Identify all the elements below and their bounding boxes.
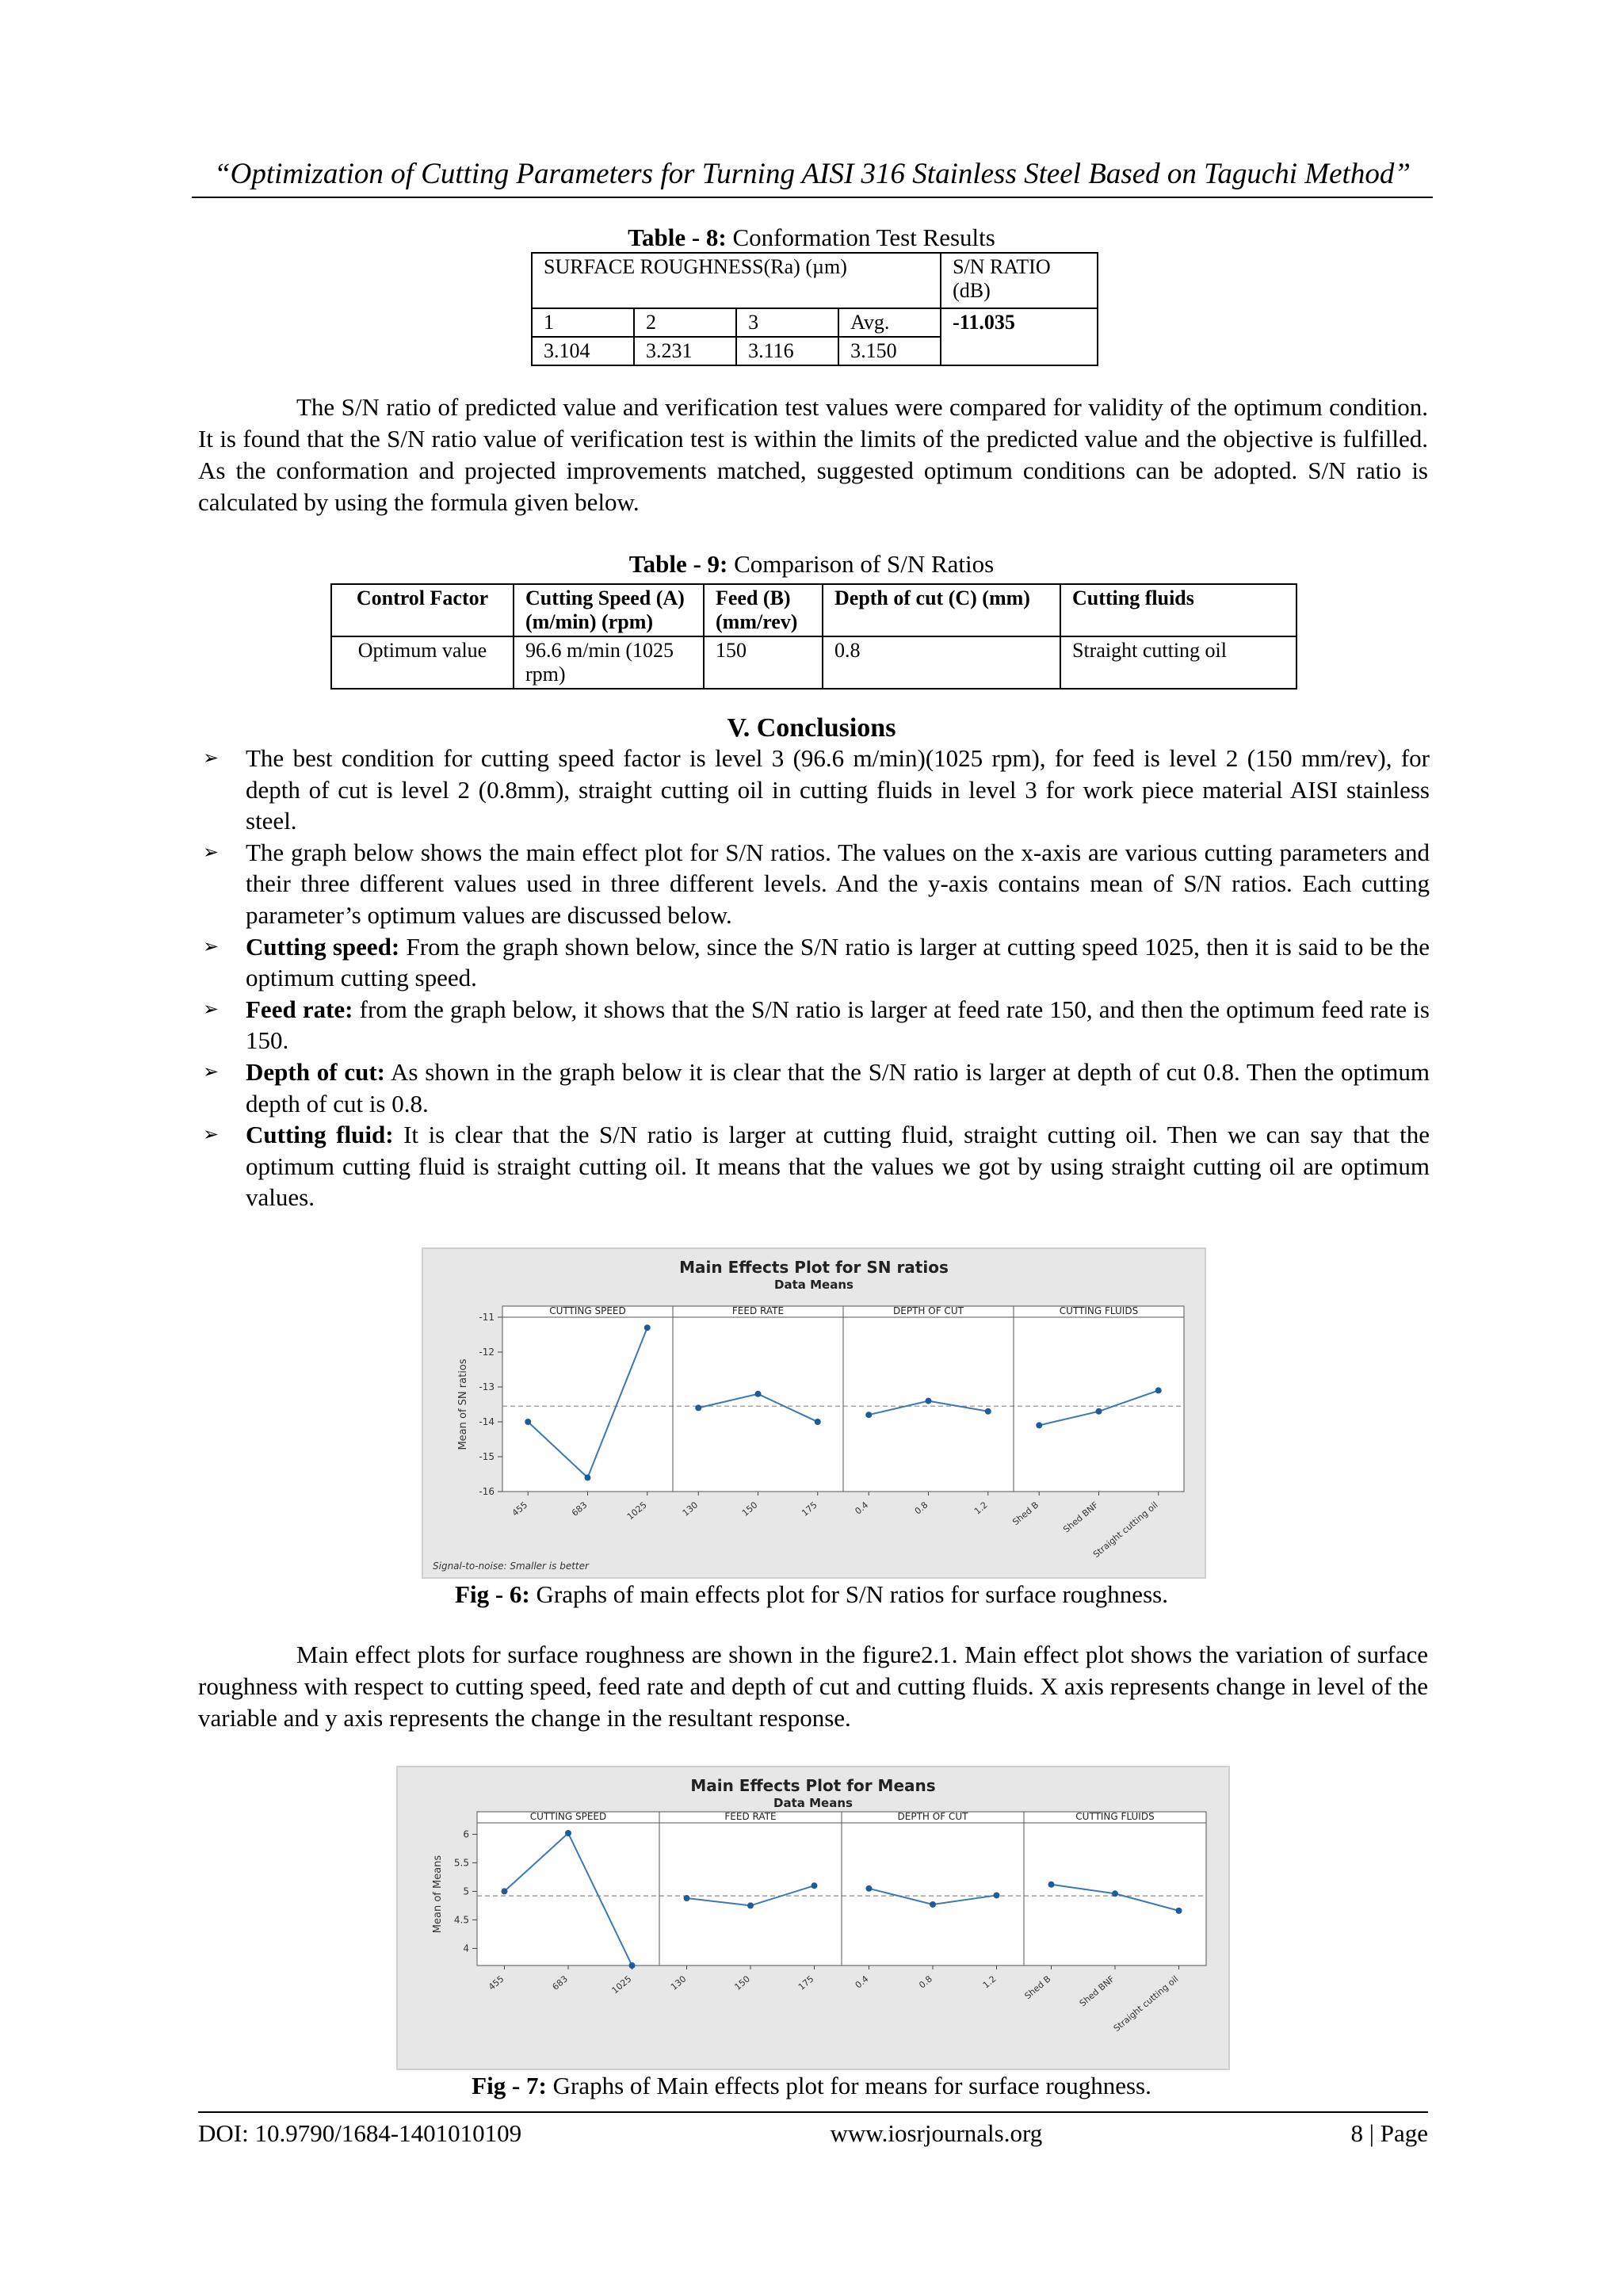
table9-caption xyxy=(0,548,1623,580)
x-tick-label: 130 xyxy=(680,1499,701,1519)
data-point xyxy=(926,1398,932,1404)
table8-value-cell: 3.116 xyxy=(736,337,838,365)
y-tick-label: -15 xyxy=(479,1451,495,1462)
bullet-label: Depth of cut: xyxy=(246,1057,385,1086)
table8-caption xyxy=(0,222,1623,254)
data-point xyxy=(1155,1387,1162,1393)
panel-label: FEED RATE xyxy=(724,1811,777,1822)
table9-value-cell: 150 xyxy=(704,636,823,689)
bullet-text: The graph below shows the main effect plot for S/N ratios. The values on the x-axis are various cutting parameters and their three different values used in three different levels. And the y-axis contains mean of S/N ratios. Each cutting parameter’s optimum values are discussed below. xyxy=(246,838,1430,929)
x-tick-label: 455 xyxy=(486,1973,506,1992)
means-chart xyxy=(398,1767,1228,2069)
fig7-caption xyxy=(0,2070,1623,2102)
fig6-caption xyxy=(0,1579,1623,1610)
x-tick-label: 175 xyxy=(796,1973,816,1992)
x-tick-label: 150 xyxy=(732,1973,752,1992)
y-axis-label: Mean of SN ratios xyxy=(457,1358,469,1450)
bullet-text: It is clear that the S/N ratio is larger at cutting fluid, straight cutting oil. Then we can say that the optimum cutting fluid is straight cutting oil. It means that the values we got by using straight cutting oil are optimum values. xyxy=(246,1121,1430,1212)
data-point xyxy=(684,1895,690,1901)
table8-header-row xyxy=(532,253,1098,308)
chart-title: Main Effects Plot for Means xyxy=(690,1776,936,1795)
fig6-caption-text: Graphs of main effects plot for S/N ratios for surface roughness. xyxy=(529,1580,1168,1608)
table8-trial-cell: Avg. xyxy=(838,308,941,337)
panel-label: DEPTH OF CUT xyxy=(893,1305,964,1316)
data-point xyxy=(755,1391,762,1397)
list-item xyxy=(198,1056,1430,1119)
list-item xyxy=(198,931,1430,994)
y-tick-label: -14 xyxy=(479,1416,495,1427)
table8-trial-cell: 1 xyxy=(532,308,634,337)
x-tick-label: 683 xyxy=(550,1973,570,1992)
paragraph-text: The S/N ratio of predicted value and verification test values were compared for validity of the optimum condition. It is found that the S/N ratio value of verification test is within the limits of the predicted value and the objective is fulfilled. As the conformation and projected improvements matched, suggested optimum conditions can be adopted. S/N ratio is calculated by using the formula given below. xyxy=(198,393,1428,516)
data-point xyxy=(1096,1408,1102,1415)
list-item xyxy=(198,837,1430,931)
table9-value-cell: 96.6 m/min (1025 rpm) xyxy=(514,636,704,689)
bullet-text: from the graph below, it shows that the S/N ratio is larger at feed rate 150, and then the optimum feed rate is 150. xyxy=(246,995,1430,1055)
table9-header-cell: Feed (B) (mm/rev) xyxy=(704,584,823,636)
table9-data-row xyxy=(331,636,1296,689)
list-item xyxy=(198,994,1430,1056)
paragraph-sn-validation xyxy=(198,392,1428,518)
data-point xyxy=(866,1885,873,1892)
y-tick-label: 4.5 xyxy=(453,1914,469,1926)
x-tick-label: 0.4 xyxy=(853,1973,871,1991)
data-point xyxy=(1176,1908,1182,1914)
panel-label: CUTTING SPEED xyxy=(529,1811,607,1822)
fig7-caption-text: Graphs of Main effects plot for means for surface roughness. xyxy=(546,2072,1151,2099)
y-tick-label: -16 xyxy=(479,1486,495,1497)
y-axis-label: Mean of Means xyxy=(432,1855,444,1934)
y-tick-label: -12 xyxy=(479,1347,495,1358)
figure-6-sn-ratios xyxy=(422,1247,1206,1579)
panel-label: CUTTING FLUIDS xyxy=(1075,1811,1155,1822)
table8-trial-row xyxy=(532,308,1098,337)
footer-page: 8 | Page xyxy=(1350,2119,1428,2147)
y-tick-label: -11 xyxy=(479,1312,495,1323)
fig7-label: Fig - 7: xyxy=(472,2072,547,2099)
data-point xyxy=(747,1902,754,1908)
bullet-text: From the graph shown below, since the S/N ratio is larger at cutting speed 1025, then it is said to be the optimum cutting speed. xyxy=(246,932,1430,992)
bullet-label: Cutting speed: xyxy=(246,932,400,961)
fig6-label: Fig - 6: xyxy=(455,1580,530,1608)
footer-doi: DOI: 10.9790/1684-1401010109 xyxy=(198,2119,522,2147)
bullet-label: Cutting fluid: xyxy=(246,1121,394,1149)
chart-subtitle: Data Means xyxy=(773,1796,853,1810)
data-point xyxy=(1112,1890,1118,1897)
data-point xyxy=(1048,1881,1055,1888)
chart-footnote: Signal-to-noise: Smaller is better xyxy=(433,1561,589,1572)
page-footer xyxy=(198,2111,1428,2149)
table8-sn-header: S/N RATIO (dB) xyxy=(941,253,1098,308)
table8 xyxy=(531,252,1098,366)
x-tick-label: Shed BNF xyxy=(1077,1973,1117,2009)
chart-subtitle: Data Means xyxy=(774,1278,854,1292)
x-tick-label: Shed B xyxy=(1010,1499,1041,1528)
x-tick-label: 0.4 xyxy=(853,1499,871,1517)
table9-value-cell: Straight cutting oil xyxy=(1060,636,1296,689)
table9-value-cell: 0.8 xyxy=(823,636,1060,689)
panel-label: FEED RATE xyxy=(731,1305,785,1316)
table9-header-cell: Cutting Speed (A) (m/min) (rpm) xyxy=(514,584,704,636)
x-tick-label: 455 xyxy=(510,1499,530,1519)
data-point xyxy=(502,1888,508,1894)
y-tick-label: 5 xyxy=(463,1885,469,1897)
y-tick-label: -13 xyxy=(479,1381,495,1392)
table8-sr-header: SURFACE ROUGHNESS(Ra) (µm) xyxy=(532,253,941,308)
section-heading-conclusions: V. Conclusions xyxy=(727,713,896,743)
panel-label: CUTTING FLUIDS xyxy=(1059,1305,1139,1316)
table9-label: Table - 9: xyxy=(628,550,728,578)
table8-value-cell: 3.104 xyxy=(532,337,634,365)
x-tick-label: 1025 xyxy=(624,1499,649,1522)
x-tick-label: 175 xyxy=(800,1499,819,1519)
list-item xyxy=(198,1119,1430,1213)
x-tick-label: 1.2 xyxy=(980,1973,999,1991)
bullet-text: As shown in the graph below it is clear that the S/N ratio is larger at depth of cut 0.8. Then the optimum depth of cut is 0.8. xyxy=(246,1057,1430,1117)
data-point xyxy=(525,1419,531,1425)
x-tick-label: Shed BNF xyxy=(1061,1499,1101,1535)
conclusions-list xyxy=(198,743,1430,1213)
data-point xyxy=(1036,1422,1042,1428)
arrow-bullet-icon: ➢ xyxy=(203,1060,220,1083)
table9-header-cell: Depth of cut (C) (mm) xyxy=(823,584,1060,636)
x-tick-label: Straight cutting oil xyxy=(1111,1973,1181,2034)
arrow-bullet-icon: ➢ xyxy=(203,747,220,769)
table9-row-label: Optimum value xyxy=(331,636,514,689)
data-point xyxy=(930,1901,936,1908)
x-tick-label: Shed B xyxy=(1022,1973,1053,2002)
chart-title: Main Effects Plot for SN ratios xyxy=(679,1258,949,1277)
table8-label: Table - 8: xyxy=(628,223,727,251)
bullet-text: The best condition for cutting speed factor is level 3 (96.6 m/min)(1025 rpm), for feed is level 2 (150 mm/rev), for depth of cut is level 2 (0.8mm), straight cutting oil in cutting fluids in level 3 for work piece material AISI stainless steel. xyxy=(246,744,1430,835)
data-point xyxy=(985,1408,991,1415)
table8-trial-cell: 3 xyxy=(736,308,838,337)
x-tick-label: 683 xyxy=(569,1499,590,1519)
arrow-bullet-icon: ➢ xyxy=(203,840,220,863)
paragraph-text: Main effect plots for surface roughness are shown in the figure2.1. Main effect plot shows the variation of surface roughness with respect to cutting speed, feed rate and depth of cut and cutting fluids. X axis represents change in level of the variable and y axis represents the change in the resultant response. xyxy=(198,1641,1428,1732)
data-point xyxy=(565,1830,571,1836)
sn-ratios-chart xyxy=(423,1249,1205,1577)
table8-value-cell: 3.231 xyxy=(634,337,736,365)
data-point xyxy=(994,1892,1000,1898)
bullet-label: Feed rate: xyxy=(246,995,353,1023)
x-tick-label: 0.8 xyxy=(917,1973,934,1991)
x-tick-label: Straight cutting oil xyxy=(1090,1499,1160,1561)
paragraph-main-effect xyxy=(198,1639,1428,1734)
list-item xyxy=(198,743,1430,837)
data-point xyxy=(585,1474,591,1480)
data-point xyxy=(865,1412,872,1418)
table9 xyxy=(330,583,1297,690)
y-tick-label: 6 xyxy=(463,1828,469,1840)
table9-header-cell: Cutting fluids xyxy=(1060,584,1296,636)
x-tick-label: 130 xyxy=(668,1973,689,1992)
footer-site: www.iosrjournals.org xyxy=(830,2119,1043,2147)
x-tick-label: 0.8 xyxy=(912,1499,930,1517)
x-tick-label: 1025 xyxy=(609,1973,634,1996)
table9-header-row xyxy=(331,584,1296,636)
table8-trial-cell: 2 xyxy=(634,308,736,337)
table8-value-cell: 3.150 xyxy=(838,337,941,365)
arrow-bullet-icon: ➢ xyxy=(203,934,220,957)
panel-label: DEPTH OF CUT xyxy=(897,1811,968,1822)
data-point xyxy=(815,1419,821,1425)
arrow-bullet-icon: ➢ xyxy=(203,997,220,1020)
x-tick-label: 1.2 xyxy=(972,1499,990,1517)
table9-title: Comparison of S/N Ratios xyxy=(727,550,995,578)
table9-header-cell: Control Factor xyxy=(331,584,514,636)
y-tick-label: 4 xyxy=(463,1943,469,1954)
table8-title: Conformation Test Results xyxy=(726,223,995,251)
arrow-bullet-icon: ➢ xyxy=(203,1123,220,1146)
data-point xyxy=(695,1404,701,1411)
x-tick-label: 150 xyxy=(739,1499,760,1519)
data-point xyxy=(812,1882,818,1889)
table8-sn-value: -11.035 xyxy=(941,308,1098,365)
panel-label: CUTTING SPEED xyxy=(549,1305,626,1316)
y-tick-label: 5.5 xyxy=(453,1857,469,1869)
figure-7-means xyxy=(396,1766,1230,2070)
data-point xyxy=(644,1324,651,1331)
running-title: “Optimization of Cutting Parameters for Turning AISI 316 Stainless Steel Based on Taguchi Method” xyxy=(192,155,1433,198)
